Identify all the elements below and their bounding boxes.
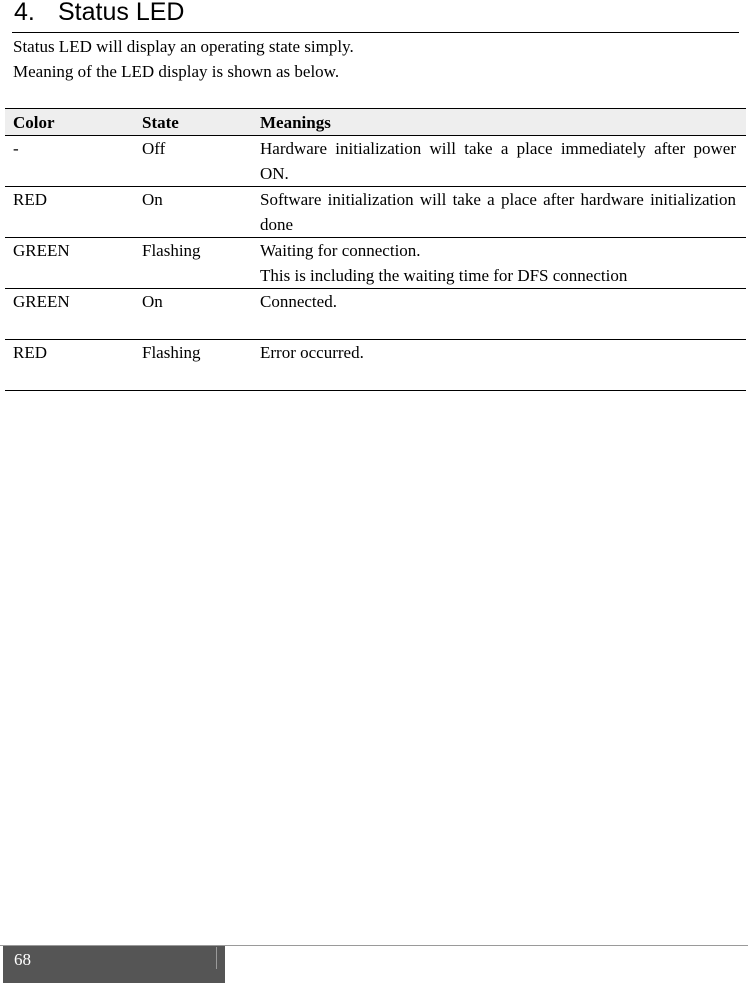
page-number: 68	[14, 950, 31, 969]
section-title: Status LED	[58, 0, 185, 26]
meaning-line: Software initialization will take a place after hardware initialization done	[260, 190, 736, 234]
cell-color: RED	[5, 187, 134, 238]
intro-line-2: Meaning of the LED display is shown as below.	[13, 62, 340, 81]
heading-underline	[12, 32, 739, 33]
footer-divider	[216, 947, 217, 969]
meaning-line: Waiting for connection.	[260, 241, 421, 260]
header-meanings: Meanings	[252, 109, 746, 136]
cell-state: On	[134, 187, 252, 238]
cell-meaning	[252, 187, 746, 238]
intro-line-1: Status LED will display an operating state simply.	[13, 37, 354, 56]
cell-color: GREEN	[5, 289, 134, 340]
section-number: 4.	[14, 0, 35, 26]
meaning-line: This is including the waiting time for DFS connection	[260, 266, 628, 285]
cell-state: Off	[134, 136, 252, 187]
cell-color: RED	[5, 340, 134, 391]
cell-meaning	[252, 289, 746, 340]
led-status-table	[5, 108, 746, 391]
cell-meaning	[252, 136, 746, 187]
page-number-box	[3, 946, 225, 983]
cell-state: On	[134, 289, 252, 340]
intro-paragraph	[13, 34, 354, 84]
cell-state: Flashing	[134, 238, 252, 289]
header-color: Color	[5, 109, 134, 136]
header-state: State	[134, 109, 252, 136]
section-heading	[14, 0, 184, 28]
cell-meaning	[252, 340, 746, 391]
table-row	[5, 136, 746, 187]
meaning-line: Error occurred.	[260, 343, 364, 362]
table-row	[5, 289, 746, 340]
cell-color: GREEN	[5, 238, 134, 289]
table-row	[5, 187, 746, 238]
page-footer	[0, 945, 748, 983]
cell-color: -	[5, 136, 134, 187]
meaning-line: Connected.	[260, 292, 337, 311]
table-row	[5, 340, 746, 391]
cell-state: Flashing	[134, 340, 252, 391]
table-row	[5, 238, 746, 289]
meaning-line: Hardware initialization will take a place immediately after power ON.	[260, 139, 736, 183]
cell-meaning	[252, 238, 746, 289]
table-header-row	[5, 109, 746, 136]
